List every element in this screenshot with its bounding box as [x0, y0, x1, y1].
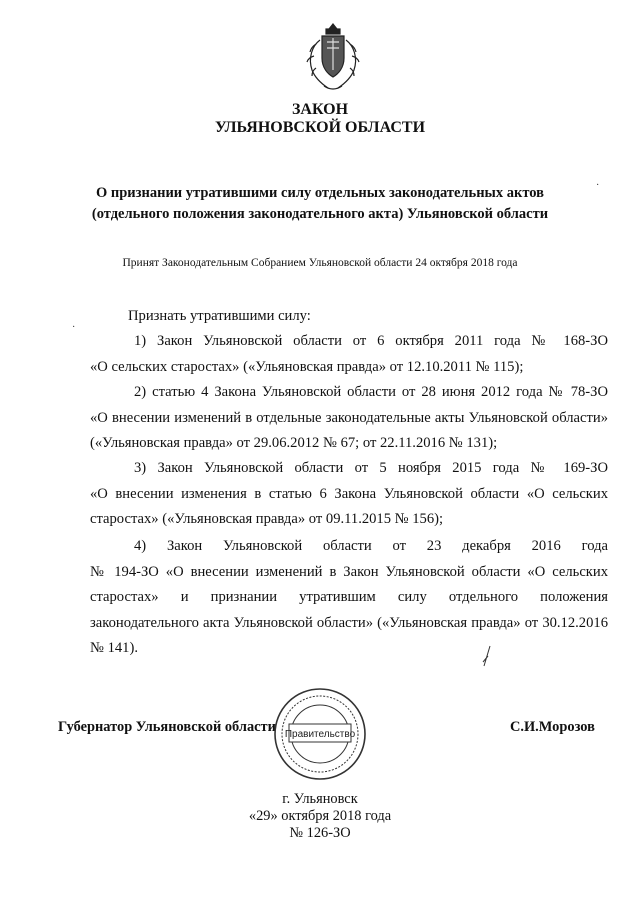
- official-stamp: [272, 686, 368, 782]
- list-item-2-rest: «О внесении изменений в отдельные законодательные акты Ульяновской области» («Ульяновская правда» от 29.06.2012 № 67; от 22.11.2016 № 131);: [90, 409, 608, 451]
- list-item-1-rest: «О сельских старостах» («Ульяновская правда» от 12.10.2011 № 115);: [90, 358, 524, 375]
- law-title-line1: ЗАКОН: [291, 101, 349, 118]
- subject-line1: О признании утратившими силу отдельных законодательных актов: [95, 185, 544, 201]
- intro-text: Признать утратившими силу:: [128, 308, 311, 324]
- signing-date: «29» октября 2018 года: [248, 808, 392, 824]
- governor-name: С.И.Морозов: [510, 719, 595, 735]
- law-title-line2: УЛЬЯНОВСКОЙ ОБЛАСТИ: [214, 119, 426, 136]
- list-item-3-first-line: 3) Закон Ульяновской области от 5 ноября 2015 года № 169-ЗО: [134, 460, 608, 476]
- coat-of-arms-emblem: [304, 20, 362, 94]
- list-item-3-rest: «О внесении изменения в статью 6 Закона Ульяновской области «О сельских старостах» («Ульяновская правда» от 09.11.2015 № 156);: [90, 485, 608, 527]
- adopted-note: Принят Законодательным Собранием Ульяновской области 24 октября 2018 года: [122, 257, 518, 269]
- list-item-3: [90, 456, 608, 533]
- law-number: № 126-ЗО: [289, 825, 351, 841]
- list-item-4-first-line: 4) Закон Ульяновской области от 23 декабря 2016 года: [134, 538, 608, 554]
- list-item-4: [90, 534, 608, 662]
- list-item-4-rest: № 194-ЗО «О внесении изменений в Закон Ульяновской области «О сельских старостах» и признании утратившим силу отдельного положения законодательного акта Ульяновской области» («Ульяновская правда» от 30.12.2016 № 141).: [90, 563, 608, 656]
- list-item-2: [90, 380, 608, 457]
- list-item-2-first-line: 2) статью 4 Закона Ульяновской области от 28 июня 2012 года № 78-ЗО: [134, 384, 608, 400]
- scan-mark: ·: [72, 322, 76, 333]
- scan-mark: ·: [596, 180, 600, 191]
- pen-stroke-mark: [480, 644, 492, 670]
- stamp-text: Правительство: [284, 729, 356, 740]
- list-item-1-first-line: 1) Закон Ульяновской области от 6 октября 2011 года № 168-ЗО: [134, 333, 608, 349]
- subject-line2: (отдельного положения законодательного акта) Ульяновской области: [91, 206, 549, 222]
- list-item-1: [90, 329, 608, 380]
- governor-title: Губернатор Ульяновской области: [58, 719, 276, 735]
- city: г. Ульяновск: [282, 791, 358, 807]
